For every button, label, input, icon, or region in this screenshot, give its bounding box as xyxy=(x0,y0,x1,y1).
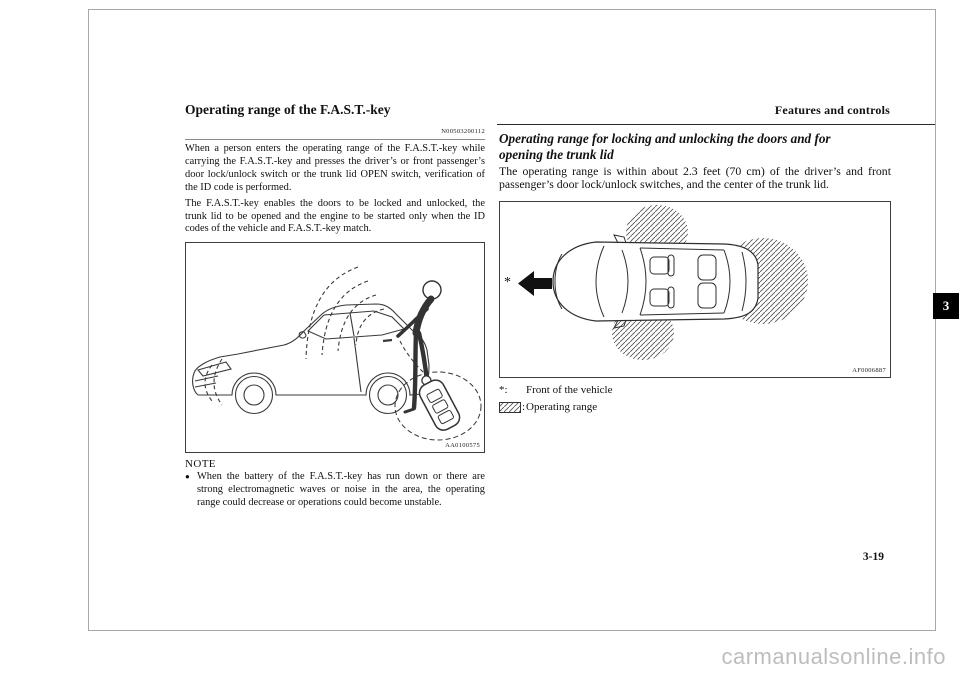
car-topview-icon xyxy=(553,235,758,328)
car-side-icon xyxy=(193,304,429,414)
car-person-illustration xyxy=(186,243,484,452)
figure-code: AF0006887 xyxy=(852,366,886,374)
reference-code-line xyxy=(185,120,485,140)
legend-range-marker xyxy=(499,401,526,414)
right-column xyxy=(499,131,891,414)
note-heading: NOTE xyxy=(185,458,216,471)
chapter-tab: 3 xyxy=(933,293,959,319)
note-text: When the battery of the F.A.S.T.-key has run down or there are strong electromagnetic waves or noise in the area, the operating range could decrease or operations could become unstable. xyxy=(197,471,485,509)
legend-range xyxy=(499,401,891,414)
car-topview-illustration xyxy=(500,202,890,377)
legend-range-label: Operating range xyxy=(526,400,598,413)
watermark: carmanualsonline.info xyxy=(721,644,946,669)
left-column xyxy=(185,102,485,510)
legend-front-marker: *: xyxy=(499,383,508,396)
bullet-marker: ● xyxy=(185,472,190,482)
front-asterisk: * xyxy=(504,274,511,290)
chapter-header-rule xyxy=(497,124,935,125)
figure-topview-ranges xyxy=(499,201,891,378)
note-item xyxy=(185,471,485,510)
hatch-swatch xyxy=(499,402,521,413)
legend-front-label: Front of the vehicle xyxy=(526,383,613,396)
body-paragraph: The F.A.S.T.-key enables the doors to be locked and unlocked, the trunk lid to be opened and the engine to be started only when the ID codes of the vehicle and F.A.S.T.-key match. xyxy=(185,197,485,235)
chapter-header: Features and controls xyxy=(774,103,890,117)
figure-fastkey-car xyxy=(185,242,485,453)
signal-waves-icon xyxy=(205,267,384,405)
body-paragraph: When a person enters the operating range of the F.A.S.T.-key while carrying the F.A.S.T.-key and presses the driver’s or front passenger’s door lock/unlock switch or the trunk lid OPEN switch, verification of the ID code is performed. xyxy=(185,143,485,193)
legend-front xyxy=(499,384,891,397)
key-fob-icon xyxy=(395,341,481,440)
section-heading-fastkey-range: Operating range of the F.A.S.T.-key xyxy=(185,102,391,117)
section-heading-operating-range: Operating range for locking and unlocking the doors and for opening the trunk lid xyxy=(499,131,831,162)
page-number: 3-19 xyxy=(862,551,884,563)
body-paragraph: The operating range is within about 2.3 feet (70 cm) of the driver’s and front passenger’s door lock/unlock switches, and the center of the trunk lid. xyxy=(499,164,891,192)
front-arrow-icon xyxy=(518,271,552,296)
legend-range-colon: : xyxy=(522,400,526,413)
figure-code: AA0100575 xyxy=(445,442,480,450)
reference-code: N00503200112 xyxy=(441,128,485,135)
